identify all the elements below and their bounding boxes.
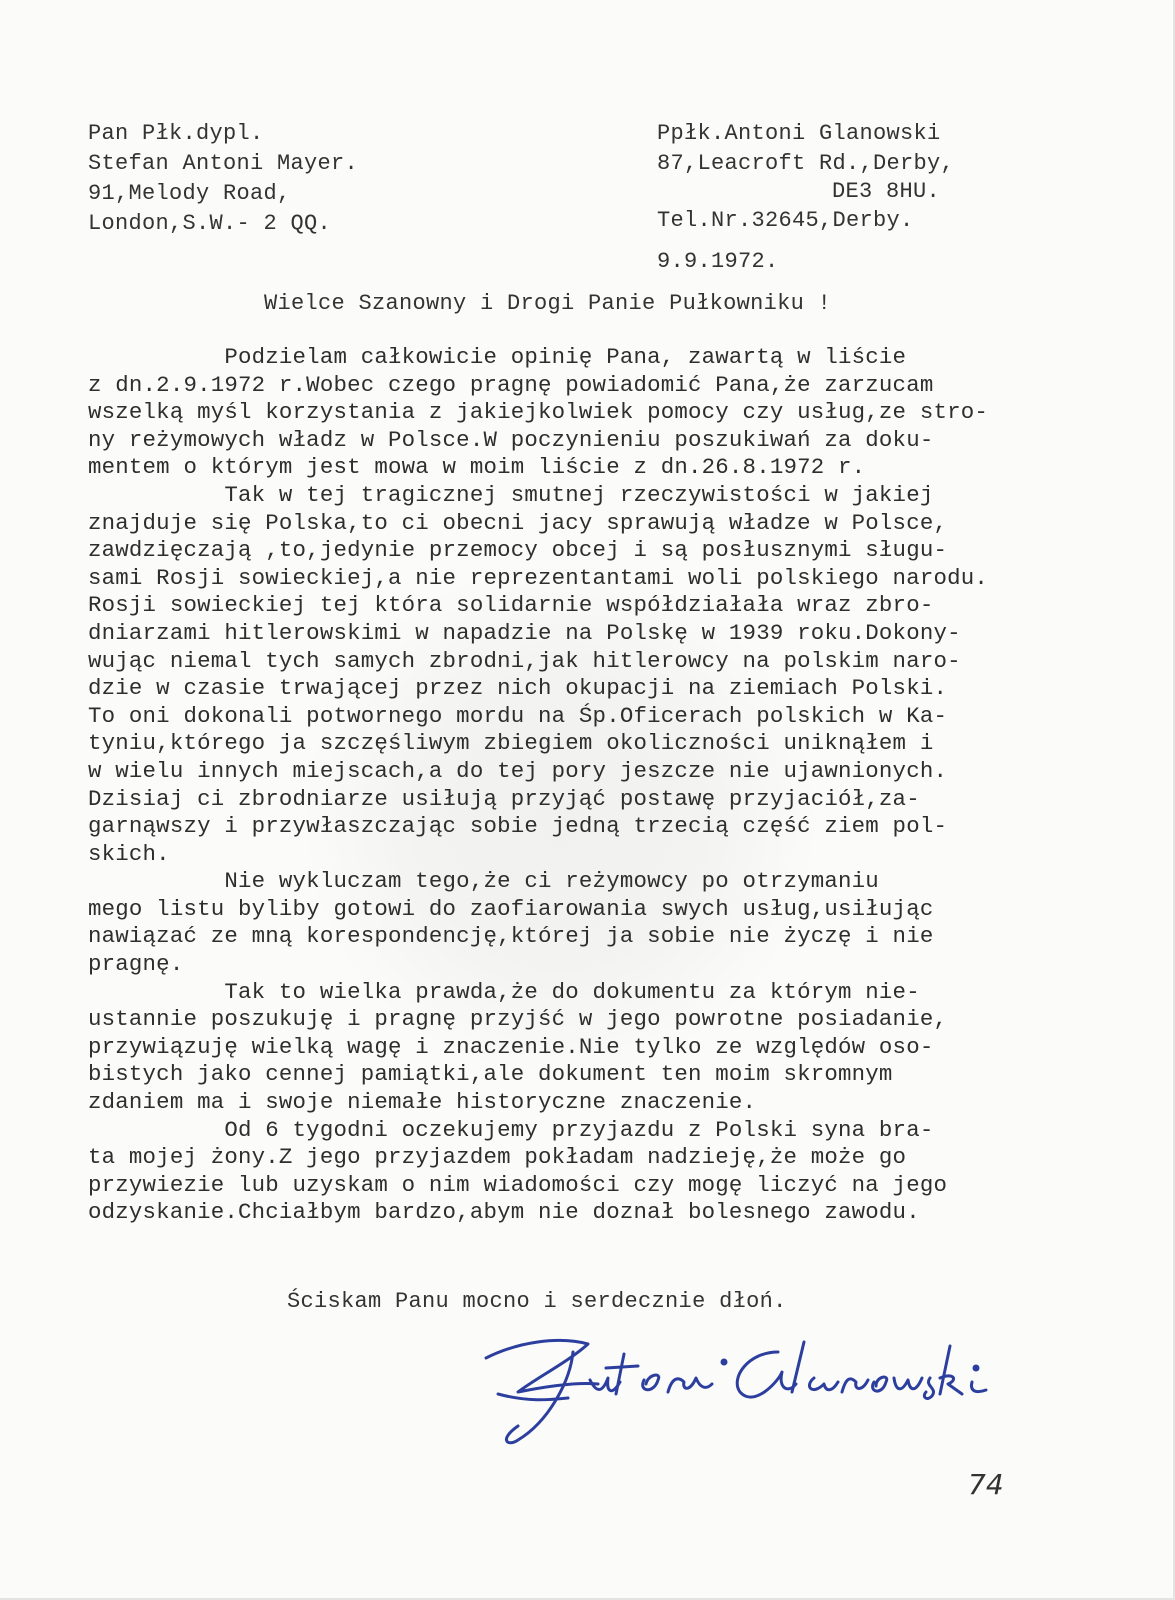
recipient-line-2: Stefan Antoni Mayer. xyxy=(88,151,359,176)
body-line: bistych jako cennej pamiątki,ale dokument ten moim skromnym xyxy=(88,1061,893,1088)
body-line: To oni dokonali potwornego mordu na Śp.Oficerach polskich w Ka- xyxy=(88,702,948,729)
sender-line-4: Tel.Nr.32645,Derby. xyxy=(657,208,914,233)
body-line: Tak w tej tragicznej smutnej rzeczywistości w jakiej xyxy=(88,481,934,508)
body-line: Od 6 tygodni oczekujemy przyjazdu z Polski syna bra- xyxy=(88,1116,934,1143)
body-line: przywiezie lub uzyskam o nim wiadomości czy mogę liczyć na jego xyxy=(88,1171,948,1198)
body-line: w wielu innych miejscach,a do tej pory jeszcze nie ujawnionych. xyxy=(88,757,948,784)
page-number: 74 xyxy=(968,1468,1004,1501)
handwritten-signature xyxy=(478,1322,998,1462)
body-line: ny reżymowych władz w Polsce.W poczynieniu poszukiwań za doku- xyxy=(88,426,934,453)
body-line: Nie wykluczam tego,że ci reżymowcy po otrzymaniu xyxy=(88,868,879,895)
body-line: skich. xyxy=(88,840,170,867)
body-line: Dzisiaj ci zbrodniarze usiłują przyjąć postawę przyjaciół,za- xyxy=(88,785,920,812)
body-line: przywiązuję wielką wagę i znaczenie.Nie tylko ze względów oso- xyxy=(88,1033,934,1060)
sender-line-2: 87,Leacroft Rd.,Derby, xyxy=(657,151,955,176)
body-line: Tak to wielka prawda,że do dokumentu za którym nie- xyxy=(88,978,920,1005)
body-line: wując niemal tych samych zbrodni,jak hitlerowcy na polskim naro- xyxy=(88,647,961,674)
closing-line: Ściskam Panu mocno i serdecznie dłoń. xyxy=(287,1289,787,1314)
body-line: odzyskanie.Chciałbym bardzo,abym nie doznał bolesnego zawodu. xyxy=(88,1199,920,1226)
body-line: dniarzami hitlerowskimi w napadzie na Polskę w 1939 roku.Dokony- xyxy=(88,619,961,646)
letter-body xyxy=(88,344,1128,1227)
recipient-line-1: Pan Płk.dypl. xyxy=(88,121,264,146)
body-line: Podzielam całkowicie opinię Pana, zawartą w liście xyxy=(88,344,907,370)
body-line: zdaniem ma i swoje niemałe historyczne znaczenie. xyxy=(88,1089,757,1116)
body-line: pragnę. xyxy=(88,951,184,978)
body-line: nawiązać ze mną korespondencję,której ja sobie nie życzę i nie xyxy=(88,923,934,950)
salutation: Wielce Szanowny i Drogi Panie Pułkowniku ! xyxy=(264,291,832,316)
sender-line-1: Ppłk.Antoni Glanowski xyxy=(657,121,941,146)
recipient-line-4: London,S.W.- 2 QQ. xyxy=(88,211,332,236)
body-line: tyniu,którego ja szczęśliwym zbiegiem okoliczności uniknąłem i xyxy=(88,730,934,757)
body-line: mentem o którym jest mowa w moim liście z dn.26.8.1972 r. xyxy=(88,454,866,481)
body-line: znajduje się Polska,to ci obecni jacy sprawują władze w Polsce, xyxy=(88,509,948,536)
body-line: ustannie poszukuję i pragnę przyjść w jego powrotne posiadanie, xyxy=(88,1006,948,1033)
sender-line-3: DE3 8HU. xyxy=(832,179,941,204)
body-line: wszelką myśl korzystania z jakiejkolwiek pomocy czy usług,ze stro- xyxy=(88,399,989,426)
body-line: dzie w czasie trwającej przez nich okupacji na ziemiach Polski. xyxy=(88,675,948,702)
body-line: garnąwszy i przywłaszczając sobie jedną trzecią część ziem pol- xyxy=(88,813,948,840)
body-line: mego listu byliby gotowi do zaofiarowania swych usług,usiłując xyxy=(88,895,934,922)
body-line: z dn.2.9.1972 r.Wobec czego pragnę powiadomić Pana,że zarzucam xyxy=(88,371,934,398)
body-line: Rosji sowieckiej tej która solidarnie współdziałała wraz zbro- xyxy=(88,592,934,619)
body-line: zawdzięczają ,to,jedynie przemocy obcej i są posłusznymi sługu- xyxy=(88,537,948,564)
body-line: sami Rosji sowieckiej,a nie reprezentantami woli polskiego narodu. xyxy=(88,564,989,591)
recipient-line-3: 91,Melody Road, xyxy=(88,181,291,206)
letter-date: 9.9.1972. xyxy=(657,249,779,274)
body-line: ta mojej żony.Z jego przyjazdem pokładam nadzieję,że może go xyxy=(88,1144,907,1171)
